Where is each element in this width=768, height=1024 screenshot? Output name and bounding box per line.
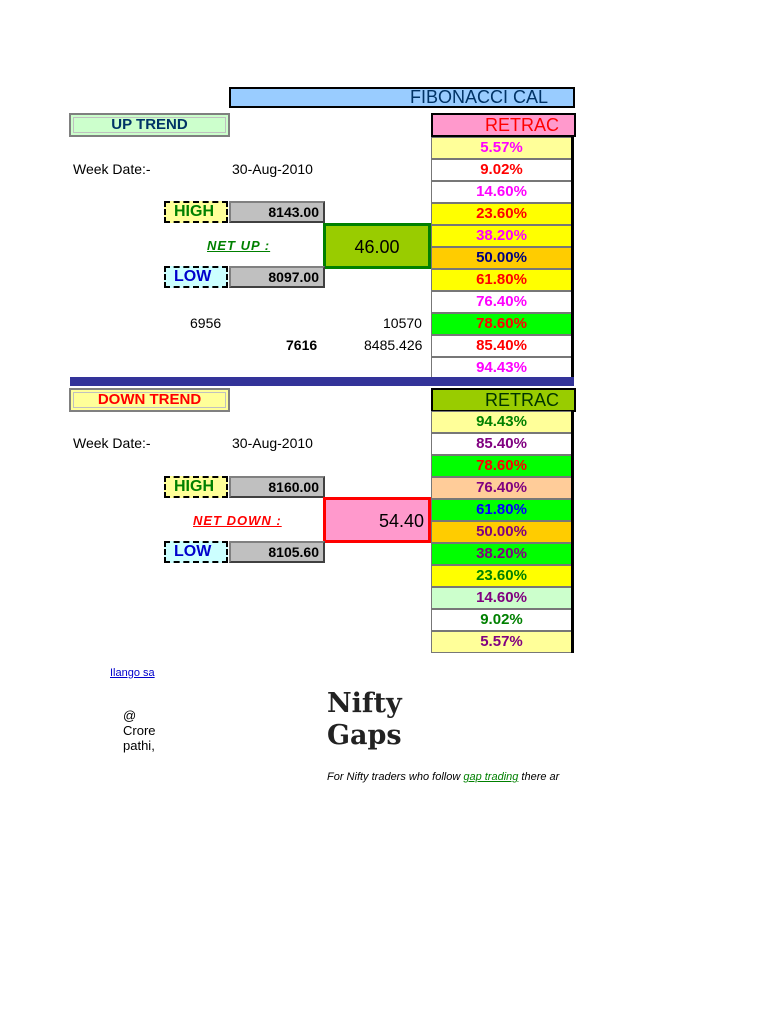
down-level-2: 85.40% xyxy=(431,433,572,455)
down-week-label: Week Date:- xyxy=(73,435,151,451)
down-high-value[interactable]: 8160.00 xyxy=(229,476,325,498)
up-level-5: 38.20% xyxy=(431,225,572,247)
up-level-8: 76.40% xyxy=(431,291,572,313)
section-divider xyxy=(70,377,574,386)
up-high-label: HIGH xyxy=(164,201,228,223)
down-levels-right-border xyxy=(571,411,574,653)
net-up-value: 46.00 xyxy=(323,223,431,269)
nifty-heading-line-1: Nifty xyxy=(327,688,402,719)
down-level-5: 61.80% xyxy=(431,499,572,521)
net-down-value: 54.40 xyxy=(323,497,431,543)
note-text-before: For Nifty traders who follow xyxy=(327,771,464,783)
sheet-title: FIBONACCI CAL xyxy=(410,87,549,107)
down-level-9: 14.60% xyxy=(431,587,572,609)
down-level-3: 78.60% xyxy=(431,455,572,477)
down-low-label: LOW xyxy=(164,541,228,563)
up-level-11: 94.43% xyxy=(431,357,572,379)
down-level-10: 9.02% xyxy=(431,609,572,631)
down-low-value[interactable]: 8105.60 xyxy=(229,541,325,563)
up-level-10: 85.40% xyxy=(431,335,572,357)
down-level-8: 23.60% xyxy=(431,565,572,587)
up-extra-value-4: 8485.426 xyxy=(364,337,423,353)
up-low-label: LOW xyxy=(164,266,228,288)
net-up-label: NET UP : xyxy=(207,238,271,253)
up-week-date: 30-Aug-2010 xyxy=(232,161,313,177)
up-extra-value-2: 10570 xyxy=(383,315,422,331)
up-level-2: 9.02% xyxy=(431,159,572,181)
up-level-9: 78.60% xyxy=(431,313,572,335)
note-text-after: there ar xyxy=(518,771,560,783)
up-levels-right-border xyxy=(571,137,574,379)
author-link[interactable]: Ilango sa xyxy=(110,667,155,679)
gap-trading-link[interactable]: gap trading xyxy=(463,771,519,783)
crore-text xyxy=(123,708,165,753)
up-level-4: 23.60% xyxy=(431,203,572,225)
down-high-label: HIGH xyxy=(164,476,228,498)
down-week-date: 30-Aug-2010 xyxy=(232,435,313,451)
crore-line-2: Crore xyxy=(123,723,156,738)
down-level-4: 76.40% xyxy=(431,477,572,499)
gap-trading-note xyxy=(327,771,573,783)
up-low-value[interactable]: 8097.00 xyxy=(229,266,325,288)
down-trend-label: DOWN TREND xyxy=(69,388,230,412)
down-level-11: 5.57% xyxy=(431,631,572,653)
down-retracement-header: RETRAC xyxy=(431,388,576,412)
up-level-3: 14.60% xyxy=(431,181,572,203)
up-level-6: 50.00% xyxy=(431,247,572,269)
down-level-1: 94.43% xyxy=(431,411,572,433)
crore-line-3: pathi, xyxy=(123,738,155,753)
net-down-label: NET DOWN : xyxy=(193,513,282,528)
up-level-7: 61.80% xyxy=(431,269,572,291)
up-extra-value-3: 7616 xyxy=(286,337,318,353)
nifty-gaps-heading xyxy=(327,688,402,752)
crore-line-1: @ xyxy=(123,708,137,723)
up-trend-label: UP TREND xyxy=(69,113,230,137)
down-level-6: 50.00% xyxy=(431,521,572,543)
up-high-value[interactable]: 8143.00 xyxy=(229,201,325,223)
up-retracement-header: RETRAC xyxy=(431,113,576,137)
up-week-label: Week Date:- xyxy=(73,161,151,177)
up-extra-value-1: 6956 xyxy=(190,315,222,331)
down-level-7: 38.20% xyxy=(431,543,572,565)
up-level-1: 5.57% xyxy=(431,137,572,159)
nifty-heading-line-2: Gaps xyxy=(327,720,402,751)
